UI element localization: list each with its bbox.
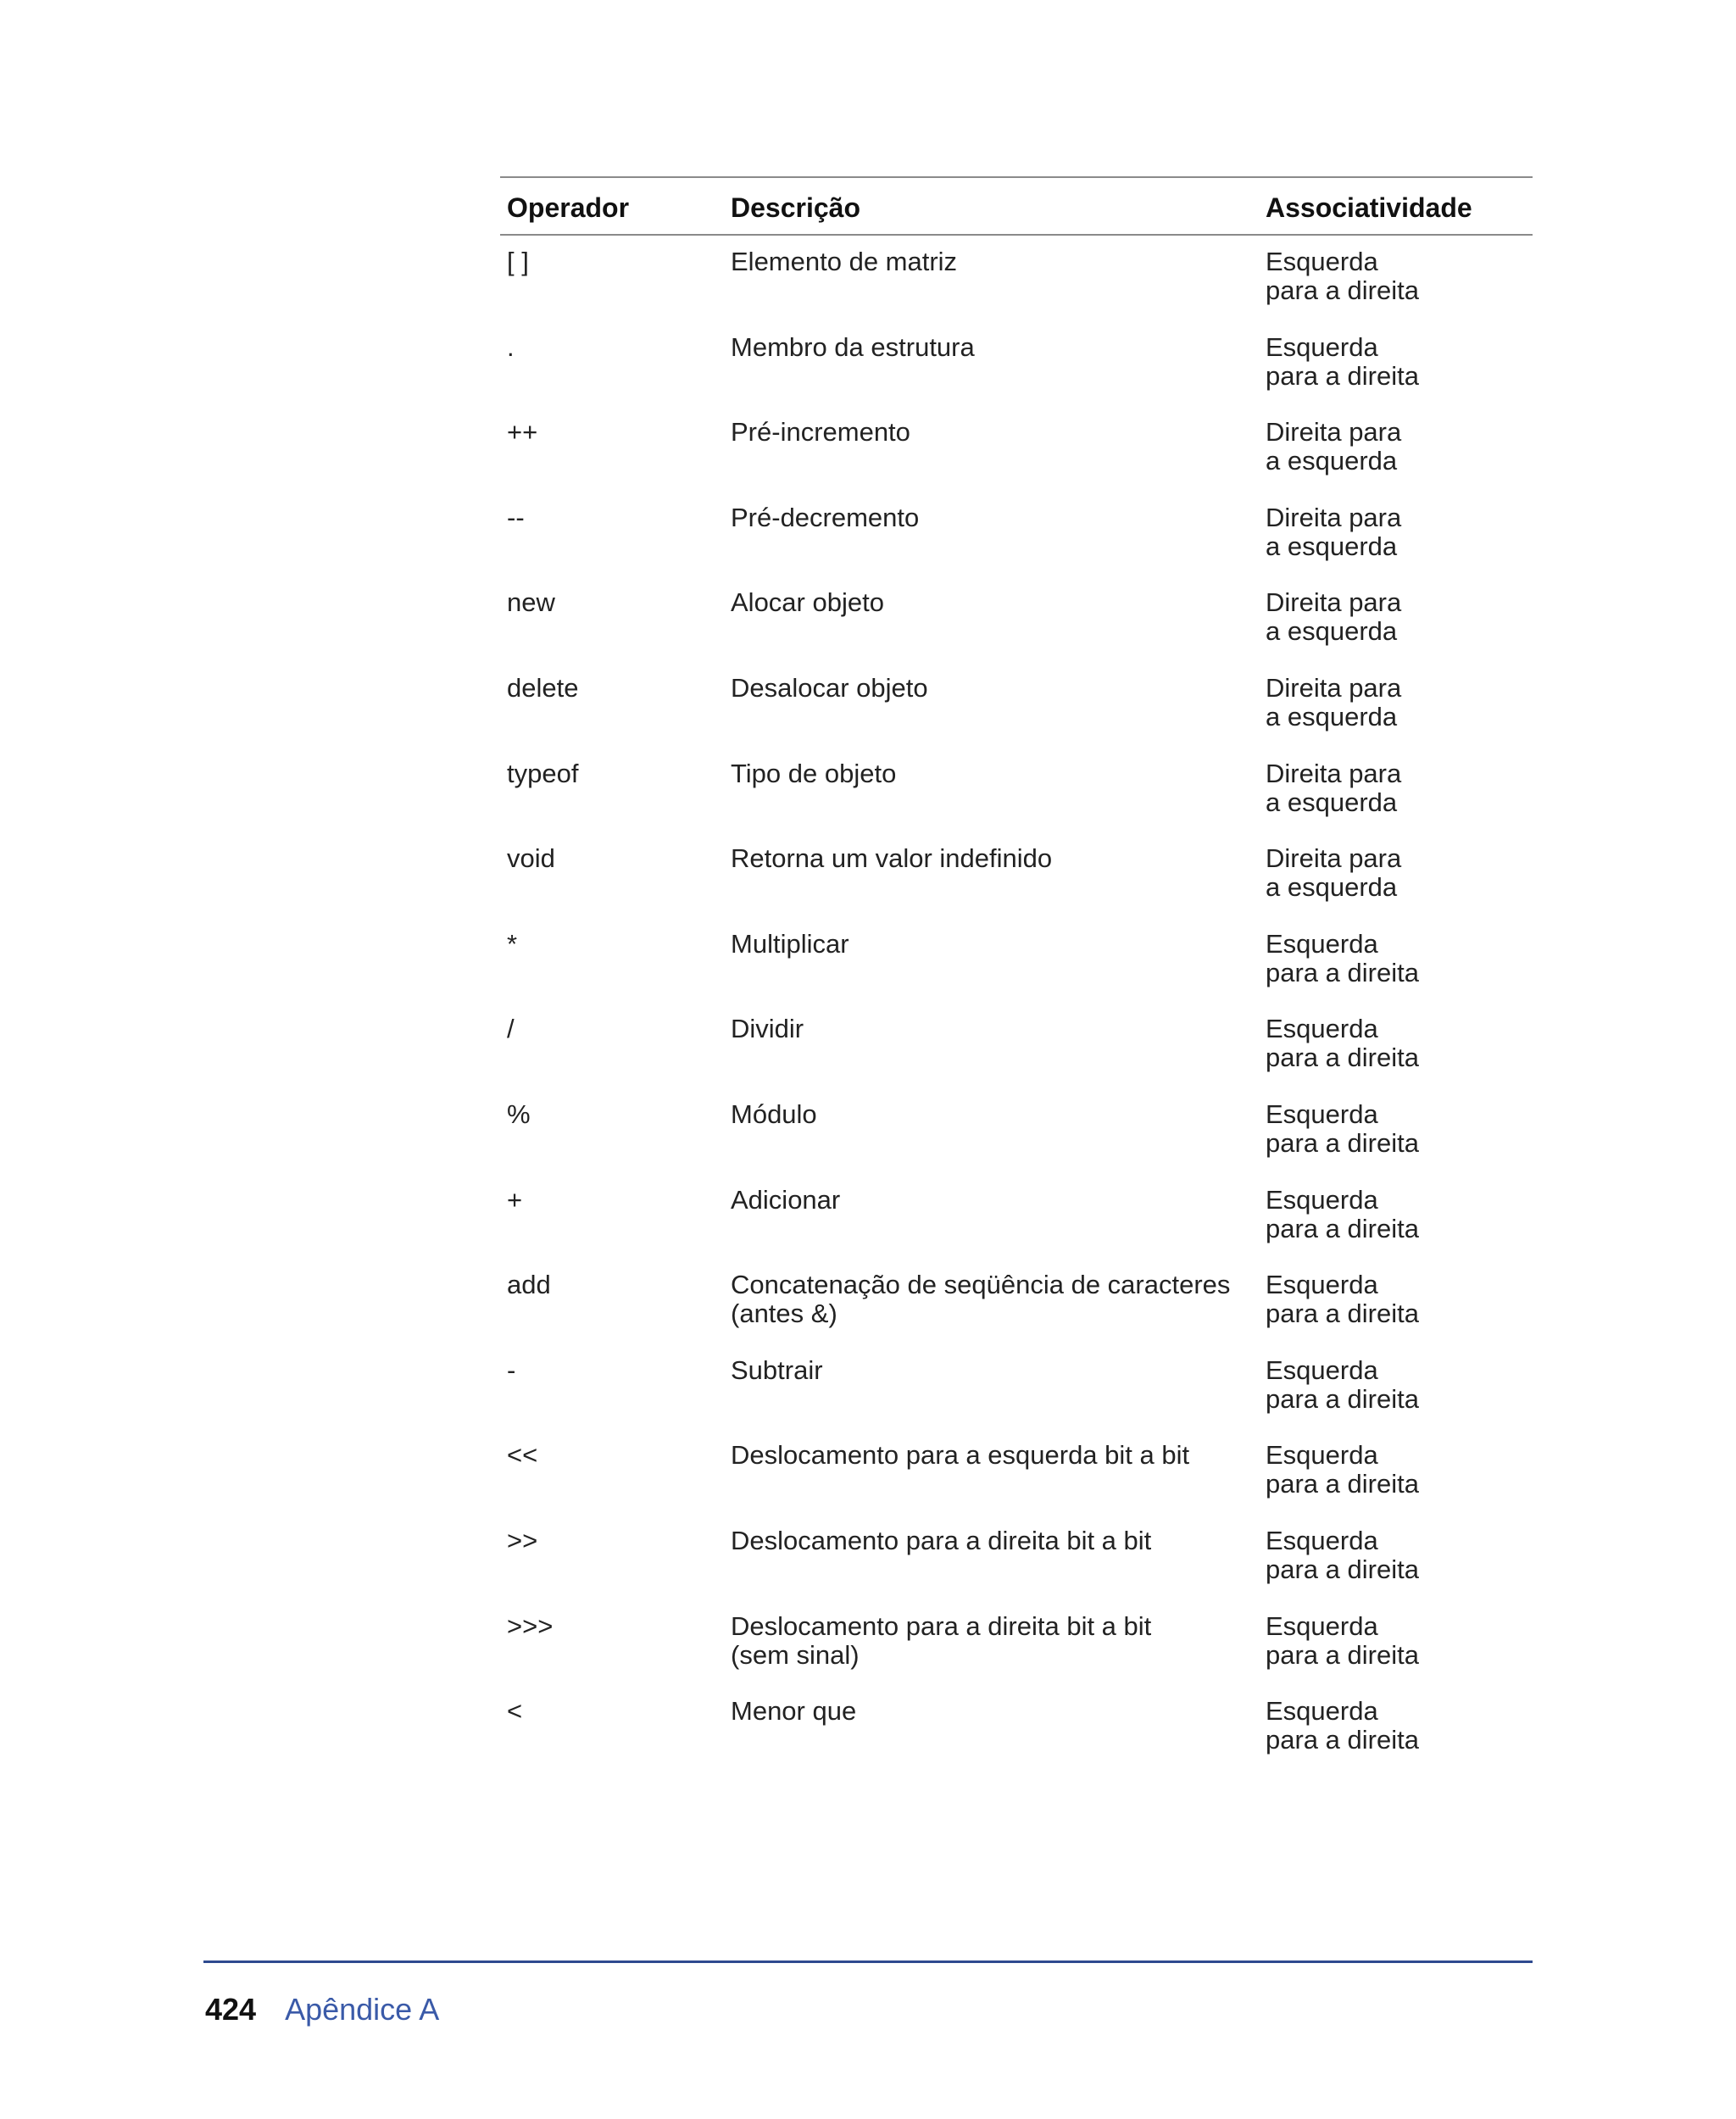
associativity-cell <box>1259 1527 1533 1600</box>
associativity-line: Esquerda <box>1266 1525 1378 1555</box>
description-cell <box>724 1186 1259 1260</box>
operator-cell: < <box>507 1696 523 1727</box>
associativity-line: Direita para <box>1266 502 1402 532</box>
operator-cell: ++ <box>507 417 538 448</box>
associativity-line: para a direita <box>1266 360 1419 391</box>
table-header-row <box>500 178 1533 234</box>
associativity-line: para a direita <box>1266 1127 1419 1158</box>
associativity-line: para a direita <box>1266 1383 1419 1414</box>
description-cell <box>724 1015 1259 1088</box>
associativity-line: para a direita <box>1266 1469 1419 1499</box>
table-row <box>500 236 1533 321</box>
table-row <box>500 492 1533 577</box>
associativity-line: Esquerda <box>1266 1014 1378 1044</box>
associativity-line: Esquerda <box>1266 1610 1378 1641</box>
table-row <box>500 1685 1533 1771</box>
operator-cell: [ ] <box>507 247 529 276</box>
header-associativity: Associatividade <box>1266 192 1472 223</box>
header-description: Descrição <box>731 192 860 223</box>
associativity-cell <box>1259 1612 1533 1686</box>
description-line: Elemento de matriz <box>731 247 958 276</box>
description-cell <box>724 674 1259 748</box>
associativity-line: Direita para <box>1266 417 1402 448</box>
associativity-line: Esquerda <box>1266 247 1378 276</box>
associativity-line: para a direita <box>1266 1299 1419 1329</box>
associativity-line: para a direita <box>1266 1725 1419 1755</box>
section-name: Apêndice A <box>285 1992 440 2027</box>
table-row <box>500 918 1533 1004</box>
description-cell <box>724 333 1259 407</box>
associativity-cell <box>1259 1271 1533 1344</box>
description-line: Retorna um valor indefinido <box>731 843 1053 874</box>
associativity-line: Direita para <box>1266 843 1402 874</box>
associativity-line: para a direita <box>1266 957 1419 987</box>
description-line: Subtrair <box>731 1354 823 1385</box>
description-cell <box>724 759 1259 833</box>
description-line: Desalocar objeto <box>731 672 928 703</box>
table-row <box>500 662 1533 748</box>
associativity-line: Esquerda <box>1266 1098 1378 1129</box>
description-cell <box>724 418 1259 492</box>
associativity-cell <box>1259 333 1533 407</box>
operator-table <box>500 176 1533 1771</box>
description-line: Pré-decremento <box>731 502 920 532</box>
associativity-line: Esquerda <box>1266 1270 1378 1300</box>
operator-cell: -- <box>507 502 525 532</box>
operator-cell: / <box>507 1014 515 1044</box>
footer-rule <box>203 1960 1533 1963</box>
associativity-cell <box>1259 503 1533 577</box>
table-row <box>500 1003 1533 1088</box>
associativity-cell <box>1259 1697 1533 1771</box>
description-line: Menor que <box>731 1696 857 1727</box>
table-row <box>500 1429 1533 1515</box>
associativity-cell <box>1259 674 1533 748</box>
associativity-line: para a direita <box>1266 1639 1419 1670</box>
description-cell <box>724 588 1259 662</box>
table-row <box>500 1088 1533 1174</box>
table-row <box>500 832 1533 918</box>
description-cell <box>724 1527 1259 1600</box>
description-line: Deslocamento para a direita bit a bit <box>731 1525 1152 1555</box>
operator-cell: void <box>507 843 555 874</box>
description-line: Deslocamento para a direita bit a bit <box>731 1610 1152 1641</box>
table-row <box>500 1515 1533 1600</box>
associativity-line: Esquerda <box>1266 1696 1378 1727</box>
associativity-line: a esquerda <box>1266 787 1398 817</box>
associativity-line: Esquerda <box>1266 1354 1378 1385</box>
associativity-line: a esquerda <box>1266 616 1398 647</box>
associativity-line: Esquerda <box>1266 928 1378 959</box>
associativity-cell <box>1259 1356 1533 1430</box>
operator-cell: - <box>507 1354 516 1385</box>
description-cell <box>724 1697 1259 1771</box>
associativity-line: Direita para <box>1266 587 1402 618</box>
description-line: Concatenação de seqüência de caracteres <box>731 1270 1231 1300</box>
operator-cell: >> <box>507 1525 538 1555</box>
description-line: Adicionar <box>731 1184 841 1215</box>
associativity-cell <box>1259 1015 1533 1088</box>
associativity-cell <box>1259 588 1533 662</box>
description-line: Deslocamento para a esquerda bit a bit <box>731 1440 1190 1471</box>
associativity-line: Esquerda <box>1266 1184 1378 1215</box>
description-cell <box>724 247 1259 321</box>
table-row <box>500 406 1533 492</box>
operator-cell: + <box>507 1184 523 1215</box>
description-cell <box>724 930 1259 1004</box>
operator-cell: * <box>507 928 518 959</box>
associativity-line: para a direita <box>1266 1213 1419 1243</box>
description-cell <box>724 1612 1259 1686</box>
page-number: 424 <box>205 1992 257 2027</box>
description-cell <box>724 1100 1259 1174</box>
description-line: (sem sinal) <box>731 1639 860 1670</box>
operator-cell: add <box>507 1270 551 1300</box>
table-row <box>500 1344 1533 1430</box>
operator-cell: . <box>507 331 515 362</box>
associativity-line: para a direita <box>1266 1043 1419 1073</box>
table-row <box>500 1259 1533 1344</box>
associativity-cell <box>1259 930 1533 1004</box>
description-cell <box>724 844 1259 918</box>
associativity-line: a esquerda <box>1266 531 1398 561</box>
operator-cell: << <box>507 1440 538 1471</box>
table-row <box>500 1174 1533 1260</box>
associativity-line: para a direita <box>1266 275 1419 305</box>
associativity-line: Esquerda <box>1266 331 1378 362</box>
associativity-line: a esquerda <box>1266 872 1398 903</box>
associativity-line: a esquerda <box>1266 446 1398 476</box>
description-line: Módulo <box>731 1098 817 1129</box>
associativity-line: Esquerda <box>1266 1440 1378 1471</box>
associativity-line: Direita para <box>1266 758 1402 788</box>
operator-cell: delete <box>507 672 579 703</box>
associativity-cell <box>1259 247 1533 321</box>
page-footer <box>205 1992 439 2027</box>
operator-cell: % <box>507 1098 531 1129</box>
description-cell <box>724 1441 1259 1515</box>
description-line: Pré-incremento <box>731 417 910 448</box>
table-row <box>500 748 1533 833</box>
associativity-line: Direita para <box>1266 672 1402 703</box>
associativity-cell <box>1259 844 1533 918</box>
description-line: Membro da estrutura <box>731 331 975 362</box>
associativity-cell <box>1259 1186 1533 1260</box>
description-cell <box>724 503 1259 577</box>
description-line: Alocar objeto <box>731 587 884 618</box>
operator-cell: typeof <box>507 758 579 788</box>
table-row <box>500 1600 1533 1686</box>
associativity-cell <box>1259 1441 1533 1515</box>
table-row <box>500 576 1533 662</box>
description-cell <box>724 1271 1259 1344</box>
associativity-cell <box>1259 759 1533 833</box>
header-operator: Operador <box>507 192 630 223</box>
table-body <box>500 236 1533 1771</box>
associativity-cell <box>1259 1100 1533 1174</box>
description-line: Tipo de objeto <box>731 758 897 788</box>
associativity-line: a esquerda <box>1266 701 1398 731</box>
description-line: (antes &) <box>731 1299 837 1329</box>
associativity-line: para a direita <box>1266 1554 1419 1584</box>
operator-cell: new <box>507 587 555 618</box>
description-line: Multiplicar <box>731 928 849 959</box>
description-cell <box>724 1356 1259 1430</box>
description-line: Dividir <box>731 1014 804 1044</box>
operator-cell: >>> <box>507 1610 554 1641</box>
table-row <box>500 321 1533 407</box>
associativity-cell <box>1259 418 1533 492</box>
